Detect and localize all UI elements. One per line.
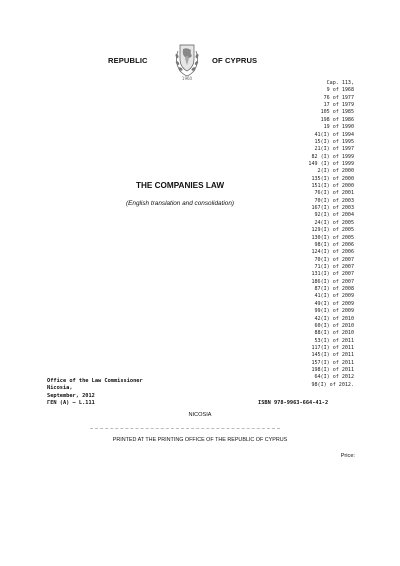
legislation-item: 145(I) of 2011 — [311, 352, 354, 359]
header-of-cyprus: OF CYPRUS — [212, 56, 258, 65]
legislation-item: 71(I) of 2007 — [314, 263, 354, 270]
legislation-item: 24(I) of 2005 — [314, 219, 354, 226]
legislation-item: 157(I) of 2011 — [311, 359, 354, 366]
legislation-item: 98(I) of 2012. — [311, 381, 354, 388]
footer-city: NICOSIA — [188, 412, 212, 418]
coat-of-arms-icon — [171, 41, 203, 81]
legislation-item: 88(I) of 2010 — [314, 330, 354, 337]
isbn: ISBN 978-9963-664-41-2 — [258, 400, 329, 406]
office-block — [47, 378, 143, 408]
legislation-item: 105 of 1985 — [320, 109, 354, 116]
law-subtitle: (English translation and consolidation) — [126, 200, 234, 207]
legislation-item: 42(I) of 2010 — [314, 315, 354, 322]
legislation-item: 70(I) of 2007 — [314, 256, 354, 263]
legislation-item: 129(I) of 2005 — [311, 227, 354, 234]
legislation-item: 135(I) of 2000 — [311, 175, 354, 182]
office-city: Nicosia, — [47, 385, 73, 392]
legislation-item: 98(I) of 2006 — [314, 241, 354, 248]
legislation-item: 76 of 1977 — [323, 94, 354, 101]
legislation-item: 60(I) of 2010 — [314, 322, 354, 329]
legislation-item: 151(I) of 2000 — [311, 183, 354, 190]
legislation-item: 92(I) of 2004 — [314, 212, 354, 219]
legislation-item: 130(I) of 2005 — [311, 234, 354, 241]
law-title: THE COMPANIES LAW — [135, 181, 225, 190]
printing-office-note: PRINTED AT THE PRINTING OFFICE OF THE REPUBLIC OF CYPRUS — [112, 437, 288, 443]
legislation-item: 186(I) of 2007 — [311, 278, 354, 285]
legislation-list — [274, 80, 354, 389]
legislation-item: 167(I) of 2003 — [311, 205, 354, 212]
legislation-item: 9 of 1968 — [326, 87, 354, 94]
legislation-item: 2(I) of 2000 — [317, 168, 354, 175]
legislation-item: 99(I) of 2009 — [314, 308, 354, 315]
legislation-item: 87(I) of 2008 — [314, 286, 354, 293]
legislation-item: 198 of 1986 — [320, 116, 354, 123]
legislation-item: 41(I) of 1994 — [314, 131, 354, 138]
legislation-item: 19 of 1990 — [323, 124, 354, 131]
legislation-item: 53(I) of 2011 — [314, 337, 354, 344]
legislation-item: 149 (I) of 1999 — [308, 160, 354, 167]
office-date: September, 2012 — [47, 392, 95, 399]
legislation-item: 49(I) of 2009 — [314, 300, 354, 307]
legislation-item: 15(I) of 1995 — [314, 138, 354, 145]
legislation-item: 198(I) of 2011 — [311, 367, 354, 374]
price-label: Price: — [340, 453, 355, 459]
legislation-item: 131(I) of 2007 — [311, 271, 354, 278]
legislation-item: 124(I) of 2006 — [311, 249, 354, 256]
legislation-item: 76(I) of 2001 — [314, 190, 354, 197]
office-reference: ΓΕΝ (Α) – L.111 — [47, 400, 95, 407]
legislation-item: 21(I) of 1997 — [314, 146, 354, 153]
legislation-item: 70(I) of 2003 — [314, 197, 354, 204]
header-republic: REPUBLIC — [108, 56, 148, 65]
legislation-item: 82 (I) of 1999 — [311, 153, 354, 160]
legislation-item: Cap. 113, — [326, 80, 354, 86]
office-name: Office of the Law Commissioner — [47, 378, 143, 384]
svg-text:1960: 1960 — [181, 76, 193, 81]
footer-divider — [90, 428, 280, 429]
legislation-item: 64(I) of 2012 — [314, 374, 354, 381]
legislation-item: 41(I) of 2009 — [314, 293, 354, 300]
legislation-item: 117(I) of 2011 — [311, 344, 354, 351]
legislation-item: 17 of 1979 — [323, 102, 354, 109]
